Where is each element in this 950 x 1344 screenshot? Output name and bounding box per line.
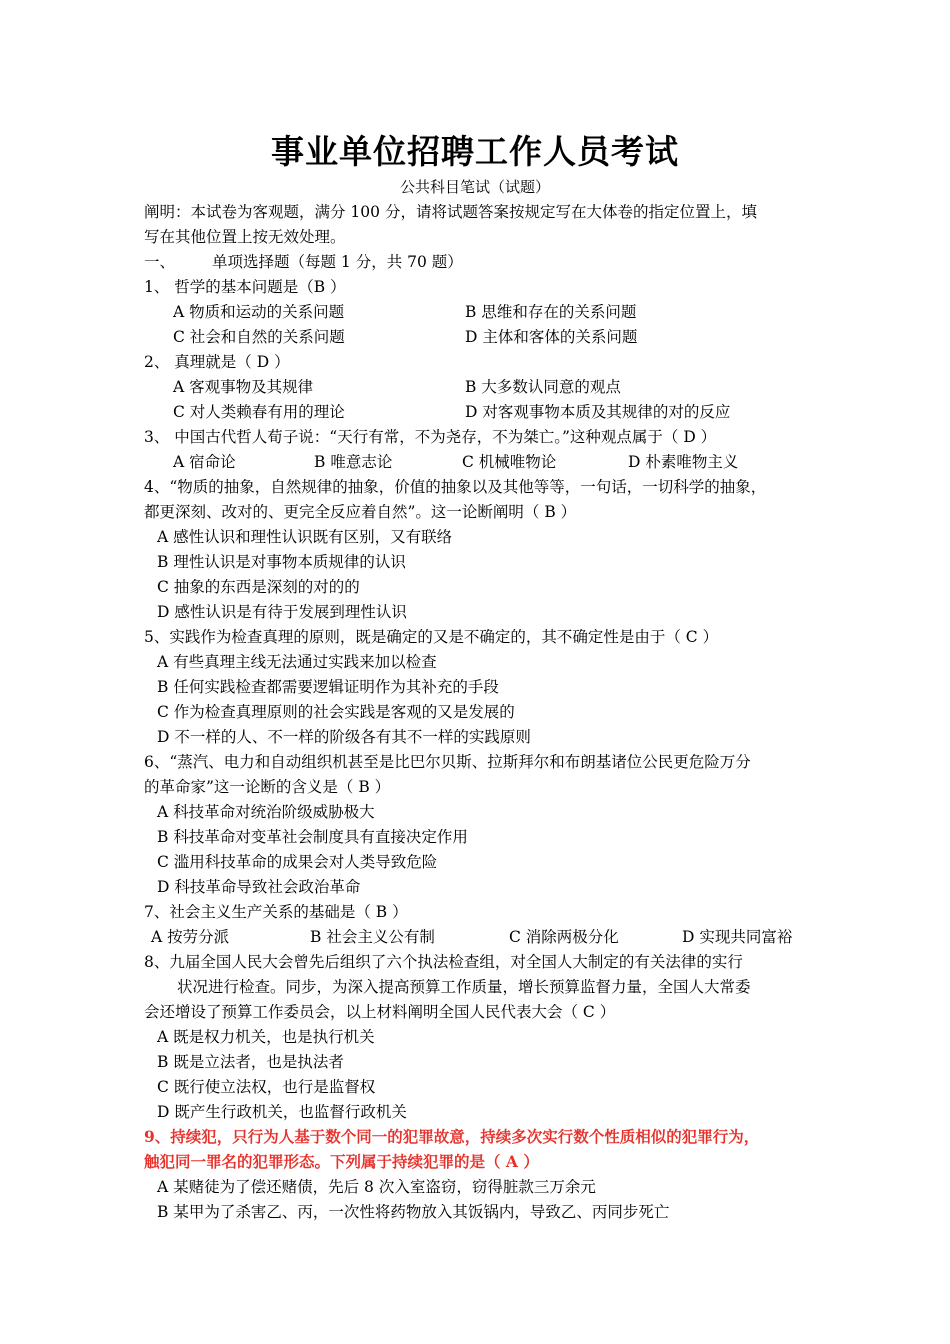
section-number: 一、 bbox=[144, 253, 176, 271]
question-3-option-b: B 唯意志论 bbox=[314, 453, 393, 471]
question-8-stem-line-2: 状况进行检查。同步，为深入提高预算工作质量，增长预算监督力量，全国人大常委 bbox=[177, 978, 751, 996]
question-5-stem: 5、实践作为检查真理的原则，既是确定的又是不确定的，其不确定性是由于（ C ） bbox=[144, 628, 719, 646]
question-4-option-c: C 抽象的东西是深刻的对的的 bbox=[157, 578, 360, 596]
question-7-stem: 7、社会主义生产关系的基础是（ B ） bbox=[144, 903, 408, 921]
page-subtitle: 公共科目笔试（试题） bbox=[399, 178, 550, 196]
question-1-option-d: D 主体和客体的关系问题 bbox=[465, 328, 638, 346]
question-6-option-d: D 科技革命导致社会政治革命 bbox=[157, 878, 361, 896]
question-5-option-a: A 有些真理主线无法通过实践来加以检查 bbox=[157, 653, 437, 671]
notice-line-1: 阐明：本试卷为客观题，满分 100 分，请将试题答案按规定写在大体卷的指定位置上，填 bbox=[144, 203, 757, 221]
question-1-option-c: C 社会和自然的关系问题 bbox=[173, 328, 345, 346]
question-6-option-b: B 科技革命对变革社会制度具有直接决定作用 bbox=[157, 828, 468, 846]
question-8-stem-line-1: 8、九届全国人民大会曾先后组织了六个执法检查组，对全国人大制定的有关法律的实行 bbox=[144, 953, 743, 971]
question-1-option-a: A 物质和运动的关系问题 bbox=[173, 303, 345, 321]
question-9-option-b: B 某甲为了杀害乙、丙，一次性将药物放入其饭锅内，导致乙、丙同步死亡 bbox=[157, 1203, 670, 1221]
question-2-option-b: B 大多数认同意的观点 bbox=[465, 378, 621, 396]
question-8-option-b: B 既是立法者，也是执法者 bbox=[157, 1053, 344, 1071]
section-heading: 单项选择题（每题 1 分，共 70 题） bbox=[212, 253, 463, 271]
question-5-option-c: C 作为检查真理原则的社会实践是客观的又是发展的 bbox=[157, 703, 515, 721]
question-4-stem-line-1: 4、“物质的抽象，自然规律的抽象，价值的抽象以及其他等等，一句话，一切科学的抽象， bbox=[144, 478, 767, 496]
question-5-option-d: D 不一样的人、不一样的阶级各有其不一样的实践原则 bbox=[157, 728, 531, 746]
question-1-stem: 1、 哲学的基本问题是（B ） bbox=[144, 278, 346, 296]
question-3-option-a: A 宿命论 bbox=[173, 453, 236, 471]
question-7-option-b: B 社会主义公有制 bbox=[310, 928, 435, 946]
question-4-option-a: A 感性认识和理性认识既有区别，又有联络 bbox=[157, 528, 453, 546]
question-9-stem-line-2: 触犯同一罪名的犯罪形态。下列属于持续犯罪的是（ A ） bbox=[144, 1152, 539, 1171]
question-9-option-a: A 某赌徒为了偿还赌债，先后 8 次入室盗窃，窃得脏款三万余元 bbox=[157, 1178, 596, 1196]
question-8-option-c: C 既行使立法权，也行是监督权 bbox=[157, 1078, 376, 1096]
question-7-option-d: D 实现共同富裕 bbox=[682, 928, 793, 946]
question-6-option-c: C 滥用科技革命的成果会对人类导致危险 bbox=[157, 853, 438, 871]
question-4-option-d: D 感性认识是有待于发展到理性认识 bbox=[157, 603, 407, 621]
question-4-stem-line-2: 都更深刻、改对的、更完全反应着自然”。这一论断阐明（ B ） bbox=[144, 503, 577, 521]
question-6-stem-line-2: 的革命家”这一论断的含义是（ B ） bbox=[144, 778, 391, 796]
question-2-option-d: D 对客观事物本质及其规律的对的反应 bbox=[465, 403, 731, 421]
question-2-stem: 2、 真理就是（ D ） bbox=[144, 353, 290, 371]
question-7-option-a: A 按劳分派 bbox=[151, 928, 230, 946]
question-9-stem-line-1: 9、持续犯，只行为人基于数个同一的犯罪故意，持续多次实行数个性质相似的犯罪行为， bbox=[144, 1127, 760, 1146]
question-3-option-d: D 朴素唯物主义 bbox=[628, 453, 739, 471]
question-2-option-a: A 客观事物及其规律 bbox=[173, 378, 314, 396]
question-1-option-b: B 思维和存在的关系问题 bbox=[465, 303, 637, 321]
question-6-option-a: A 科技革命对统治阶级威胁极大 bbox=[157, 803, 375, 821]
question-6-stem-line-1: 6、“蒸汽、电力和自动组织机甚至是比巴尔贝斯、拉斯拜尔和布朗基诸位公民更危险万分 bbox=[144, 753, 751, 771]
question-3-stem: 3、 中国古代哲人荀子说：“天行有常，不为尧存，不为桀亡。”这种观点属于（ D ） bbox=[144, 428, 717, 446]
question-8-stem-line-3: 会还增设了预算工作委员会，以上材料阐明全国人民代表大会（ C ） bbox=[144, 1003, 616, 1021]
question-7-option-c: C 消除两极分化 bbox=[509, 928, 619, 946]
question-8-option-a: A 既是权力机关，也是执行机关 bbox=[157, 1028, 375, 1046]
question-3-option-c: C 机械唯物论 bbox=[462, 453, 557, 471]
question-2-option-c: C 对人类赖春有用的理论 bbox=[173, 403, 345, 421]
question-5-option-b: B 任何实践检查都需要逻辑证明作为其补充的手段 bbox=[157, 678, 499, 696]
question-8-option-d: D 既产生行政机关，也监督行政机关 bbox=[157, 1103, 407, 1121]
notice-line-2: 写在其他位置上按无效处理。 bbox=[144, 228, 346, 246]
question-4-option-b: B 理性认识是对事物本质规律的认识 bbox=[157, 553, 406, 571]
page-title: 事业单位招聘工作人员考试 bbox=[271, 132, 679, 171]
